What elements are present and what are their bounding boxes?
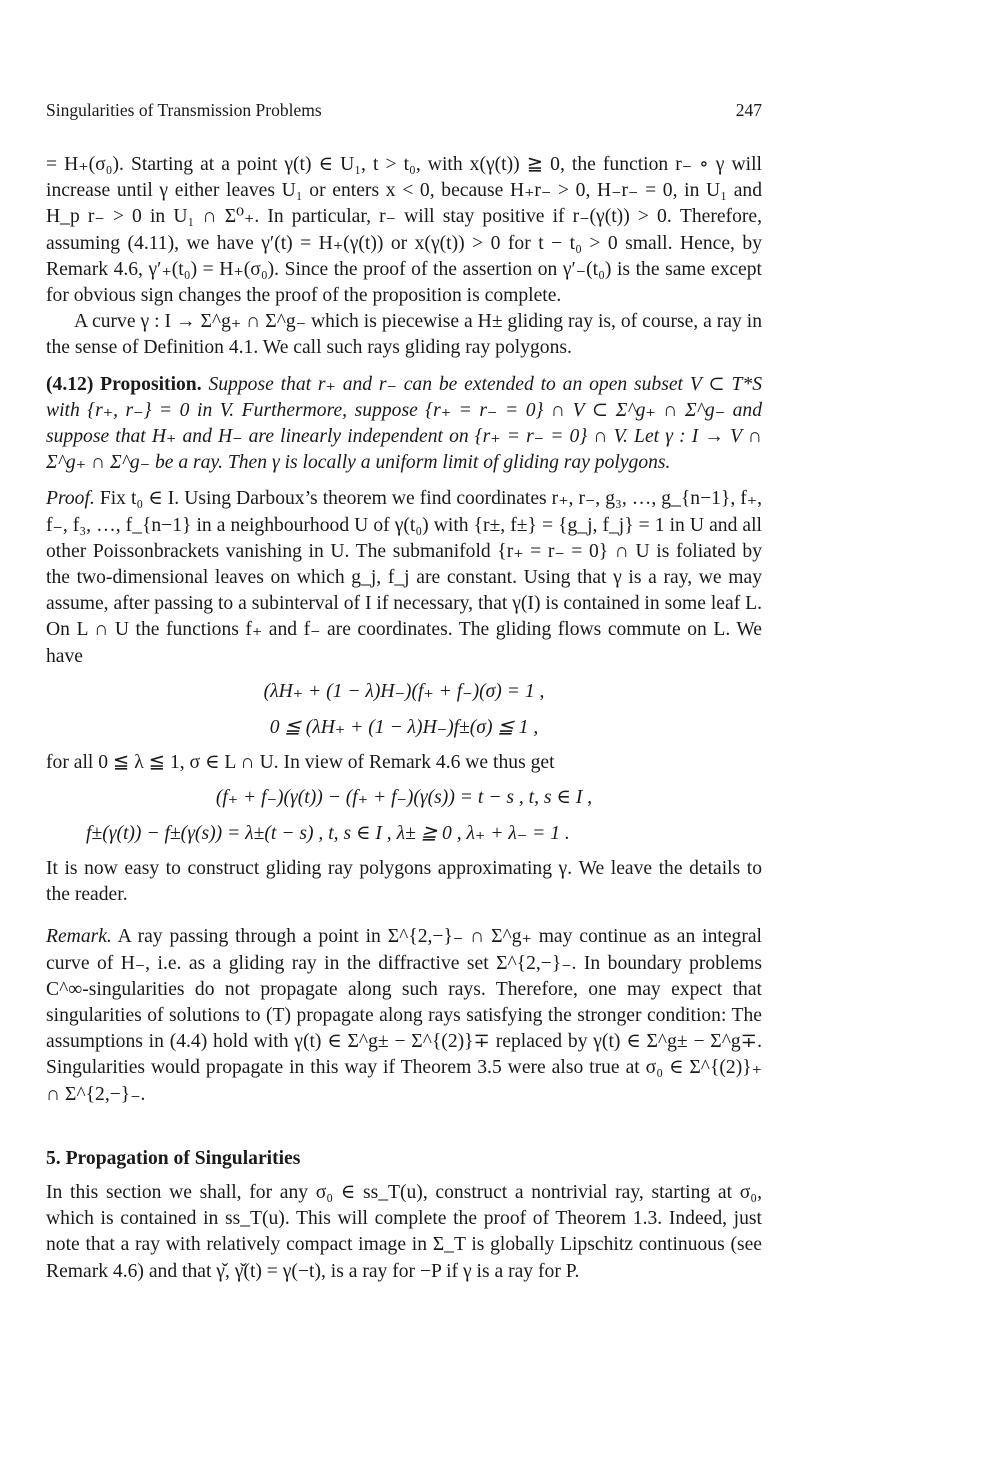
- equation-4: f±(γ(t)) − f±(γ(s)) = λ±(t − s) , t, s ∈ I , λ± ≧ 0 , λ₊ + λ₋ = 1 .: [86, 823, 570, 845]
- page-number: 247: [735, 100, 762, 120]
- section-heading: 5. Propagation of Singularities: [46, 1147, 301, 1169]
- proof-text: Fix t₀ ∈ I. Using Darboux’s theorem we find coordinates r₊, r₋, g₃, …, g_{n−1}, f₊, f₋, f₃, …, f_{n−1} in a neighbourhood U of γ(t₀) with {r±, f±} = {g_j, f_j} = 1 in U and all other Poissonbrackets vanishing in U. The submanifold {r₊ = r₋ = 0} ∩ U is foliated by the two-dimensional leaves on which g_j, f_j are constant. Using that γ is a ray, we may assume, after passing to a subinterval of I if necessary, that γ(I) is contained in some leaf L. On L ∩ U the functions f₊ and f₋ are coordinates. The gliding flows commute on L. We have: [46, 488, 762, 667]
- remark-paragraph: [46, 924, 762, 1107]
- proposition-statement: Suppose that r₊ and r₋ can be extended to an open subset V ⊂ T*S with {r₊, r₋} = 0 in V. Furthermore, suppose {r₊ = r₋ = 0} ∩ V ⊂ Σ^g₊ ∩ Σ^g₋ and suppose that H₊ and H₋ are linearly independent on {r₊ = r₋ = 0} ∩ V. Let γ : I → V ∩ Σ^g₊ ∩ Σ^g₋ be a ray. Then γ is locally a uniform limit of gliding ray polygons.: [46, 373, 763, 474]
- remark-text: A ray passing through a point in Σ^{2,−}₋ ∩ Σ^g₊ may continue as an integral curve of H₋, i.e. as a gliding ray in the diffractive set Σ^{2,−}₋. In boundary problems C^∞-singularities do not propagate along such rays. Therefore, one may expect that singularities of solutions to (T) propagate along rays satisfying the stronger condition: The assumptions in (4.4) hold with γ(t) ∈ Σ^g± − Σ^{(2)}∓ replaced by γ(t) ∈ Σ^g± − Σ^g∓. Singularities would propagate in this way if Theorem 3.5 were also true at σ₀ ∈ Σ^{(2)}₊ ∩ Σ^{2,−}₋.: [46, 926, 763, 1105]
- running-head: [46, 100, 762, 121]
- for-all-line: for all 0 ≦ λ ≦ 1, σ ∈ L ∩ U. In view of Remark 4.6 we thus get: [46, 751, 555, 773]
- proposition-4-12: [46, 372, 762, 477]
- proof-label: Proof.: [46, 488, 95, 510]
- page-body: [46, 152, 762, 1285]
- equation-1: (λH₊ + (1 − λ)H₋)(f₊ + f₋)(σ) = 1 ,: [263, 680, 545, 702]
- equation-2: 0 ≦ (λH₊ + (1 − λ)H₋)f±(σ) ≦ 1 ,: [269, 716, 539, 738]
- gliding-ray-polygon-paragraph: A curve γ : I → Σ^g₊ ∩ Σ^g₋ which is piecewise a H± gliding ray is, of course, a ray in the sense of Definition 4.1. We call such rays gliding ray polygons.: [46, 311, 762, 359]
- proof-conclusion: It is now easy to construct gliding ray polygons approximating γ. We leave the details to the reader.: [46, 858, 762, 906]
- proof-continuation-paragraph: = H₊(σ₀). Starting at a point γ(t) ∈ U₁, t > t₀, with x(γ(t)) ≧ 0, the function r₋ ∘ γ will increase until γ either leaves U₁ or enters x < 0, because H₊r₋ > 0, H₋r₋ = 0, in U₁ and H_p r₋ > 0 in U₁ ∩ Σ⁰₊. In particular, r₋ will stay positive if r₋(γ(t)) > 0. Therefore, assuming (4.11), we have γ′(t) = H₊(γ(t)) or x(γ(t)) > 0 for t − t₀ > 0 small. Hence, by Remark 4.6, γ′₊(t₀) = H₊(σ₀). Since the proof of the assertion on γ′₋(t₀) is the same except for obvious sign changes the proof of the proposition is complete.: [46, 154, 762, 307]
- proposition-number: (4.12) Proposition.: [46, 373, 202, 395]
- remark-label: Remark.: [46, 926, 112, 948]
- running-title: Singularities of Transmission Problems: [46, 100, 322, 120]
- equation-3: (f₊ + f₋)(γ(t)) − (f₊ + f₋)(γ(s)) = t − s , t, s ∈ I ,: [215, 787, 593, 809]
- section-intro-paragraph: In this section we shall, for any σ₀ ∈ ss_T(u), construct a nontrivial ray, starting at σ₀, which is contained in ss_T(u). This will complete the proof of Theorem 1.3. Indeed, just note that a ray with relatively compact image in Σ_T is globally Lipschitz continuous (see Remark 4.6) and that γ̌, γ̌(t) = γ(−t), is a ray for −P if γ is a ray for P.: [46, 1181, 762, 1282]
- proof-paragraph: [46, 486, 762, 669]
